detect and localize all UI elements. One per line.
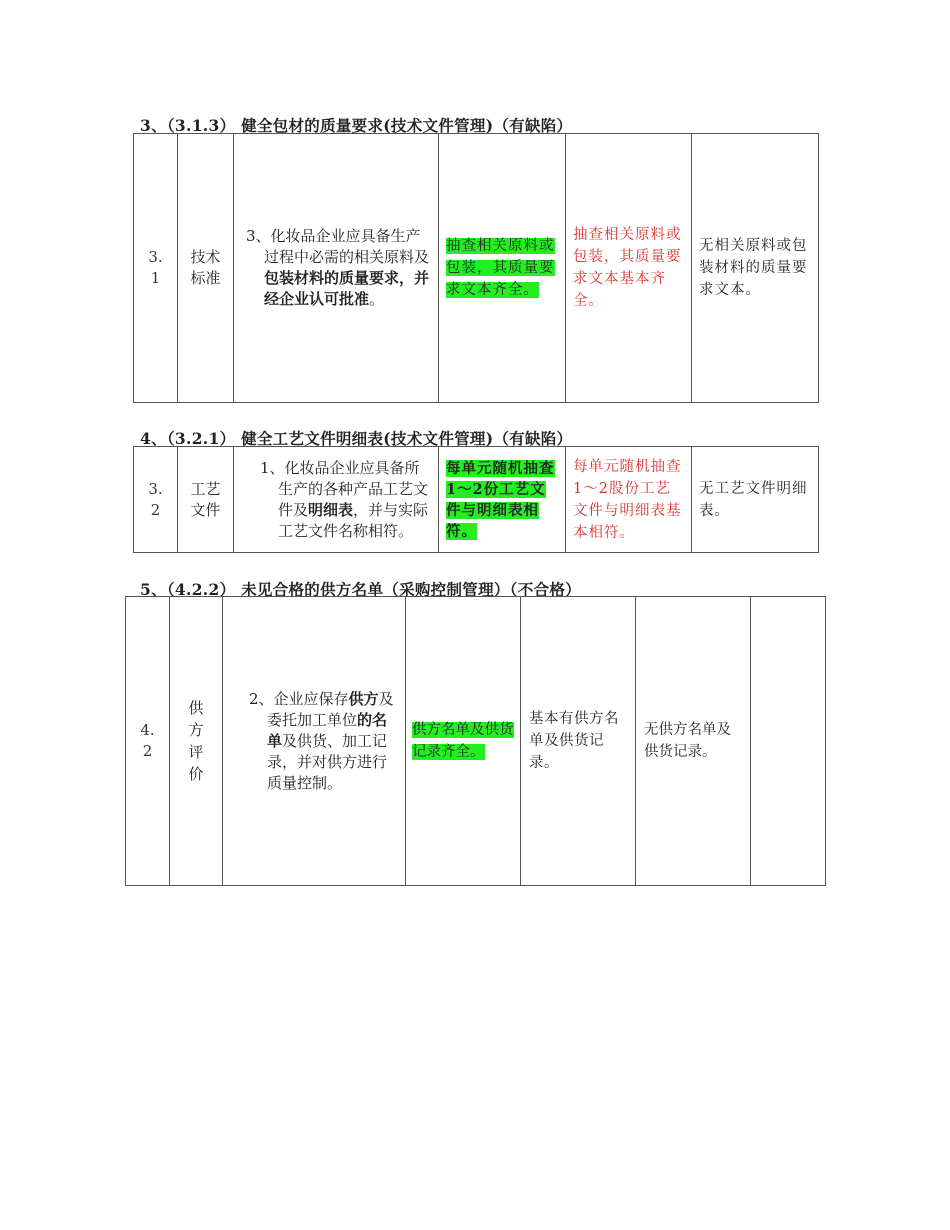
partial-compliance-criterion: 抽查相关原料或包装，其质量要求文本基本齐全。 [566, 134, 692, 403]
section-heading-3: 3、（3.1.3） 健全包材的质量要求(技术文件管理)（有缺陷） [140, 116, 573, 135]
non-compliance-criterion: 无相关原料或包装材料的质量要求文本。 [692, 134, 819, 403]
item-number: 3.1 [134, 134, 178, 403]
requirement-table-5 [125, 596, 826, 886]
requirement-table-4 [133, 446, 819, 553]
item-requirement: 3、化妆品企业应具备生产过程中必需的相关原料及包装材料的质量要求，并经企业认可批准。 [234, 134, 439, 403]
section-heading-5: 5、（4.2.2） 未见合格的供方名单（采购控制管理）（不合格） [140, 580, 581, 599]
blank-cell [751, 597, 826, 886]
requirement-table-3 [133, 133, 819, 403]
full-compliance-criterion: 每单元随机抽查1～2份工艺文件与明细表相符。 [439, 447, 566, 553]
section-heading-4: 4、（3.2.1） 健全工艺文件明细表(技术文件管理)（有缺陷） [140, 429, 573, 448]
item-requirement: 2、企业应保存供方及委托加工单位的名单及供货、加工记录，并对供方进行质量控制。 [223, 597, 406, 886]
item-category: 供方评价 [170, 597, 223, 886]
full-compliance-criterion: 抽查相关原料或包装，其质量要求文本齐全。 [439, 134, 566, 403]
item-category: 技术标准 [178, 134, 234, 403]
non-compliance-criterion: 无供方名单及供货记录。 [636, 597, 751, 886]
item-number: 3.2 [134, 447, 178, 553]
non-compliance-criterion: 无工艺文件明细表。 [692, 447, 819, 553]
item-number: 4.2 [126, 597, 170, 886]
item-category: 工艺文件 [178, 447, 234, 553]
partial-compliance-criterion: 基本有供方名单及供货记录。 [521, 597, 636, 886]
partial-compliance-criterion: 每单元随机抽查1～2股份工艺文件与明细表基本相符。 [566, 447, 692, 553]
full-compliance-criterion: 供方名单及供货记录齐全。 [406, 597, 521, 886]
item-requirement: 1、化妆品企业应具备所生产的各种产品工艺文件及明细表，并与实际工艺文件名称相符。 [234, 447, 439, 553]
